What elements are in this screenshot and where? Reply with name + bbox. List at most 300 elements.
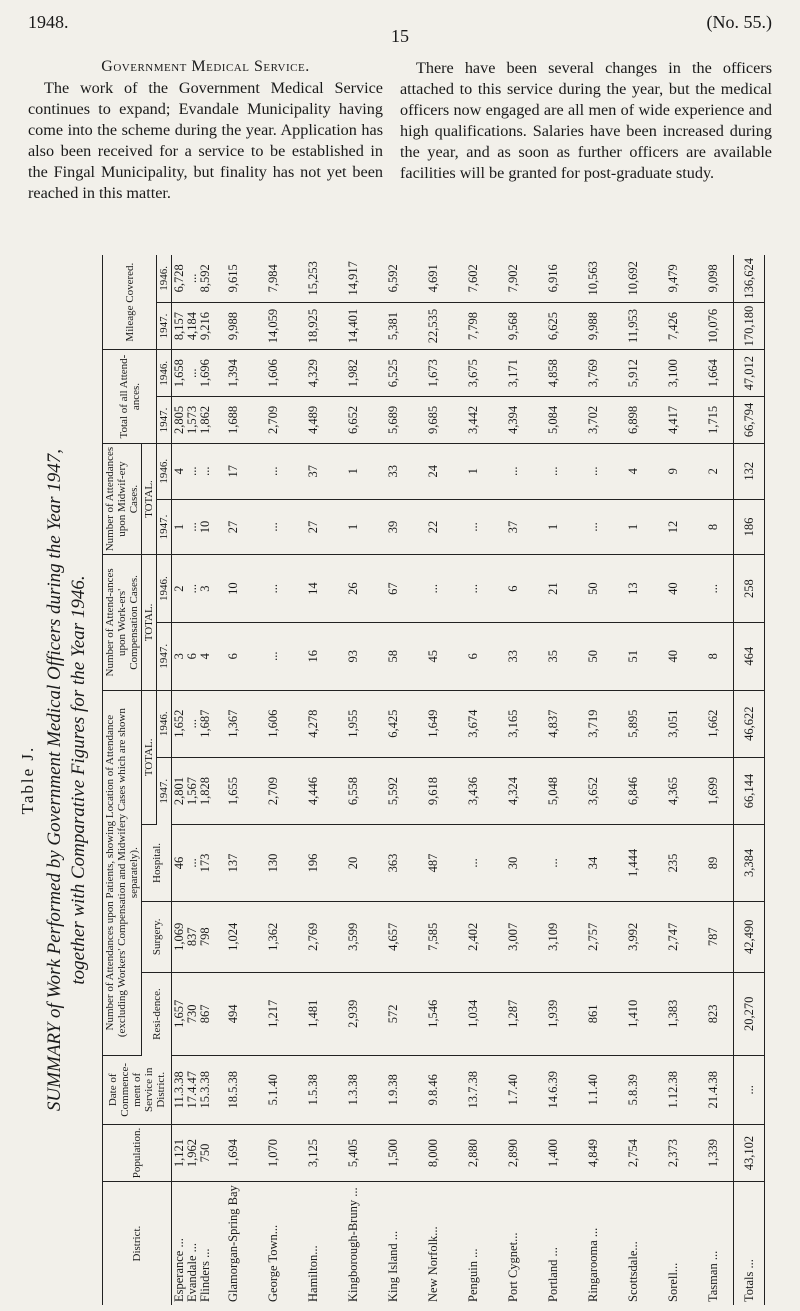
cell-population — [213, 1124, 253, 1181]
total-mi1946: 136,624 — [734, 255, 765, 302]
cell-surgery — [613, 901, 653, 972]
cell-value: 89 — [705, 856, 720, 870]
cell-value: 37 — [305, 464, 320, 478]
cell-residence — [293, 972, 333, 1055]
cell-tot1946 — [453, 690, 493, 757]
cell-value: ... — [545, 466, 560, 476]
cell-value: 21 — [545, 582, 560, 595]
cell-value: 4 — [198, 653, 212, 660]
cell-residence — [413, 972, 453, 1055]
cell-surgery — [333, 901, 373, 972]
cell-value: ... — [185, 273, 199, 284]
cell-value: 6,558 — [345, 776, 360, 806]
cell-value: 4,489 — [305, 405, 320, 434]
cell-value: 4,329 — [305, 359, 320, 388]
cell-mw1947 — [373, 499, 413, 555]
cell-all1947 — [653, 397, 693, 444]
cell-tot1946 — [373, 690, 413, 757]
cell-mw1947 — [573, 499, 613, 555]
cell-value: Kingborough-Bruny ... — [345, 1187, 360, 1302]
cell-value: 7,984 — [265, 264, 280, 293]
cell-hospital — [493, 825, 533, 902]
cell-all1946 — [293, 350, 333, 397]
cell-date — [172, 1055, 214, 1124]
cell-wc1946 — [653, 555, 693, 623]
col-total: TOTAL. — [142, 690, 157, 825]
cell-value: 27 — [305, 520, 320, 534]
cell-mi1947 — [253, 302, 293, 350]
cell-mi1946 — [453, 255, 493, 302]
cell-value: 9,685 — [425, 405, 440, 434]
cell-tot1947 — [693, 757, 734, 824]
cell-mi1946 — [653, 255, 693, 302]
summary-table — [102, 255, 765, 1305]
cell-value: 50 — [585, 582, 600, 595]
cell-value: 1,862 — [198, 405, 212, 434]
cell-wc1946 — [213, 555, 253, 623]
cell-value: 2,769 — [305, 922, 320, 951]
cell-value: 4,324 — [505, 776, 520, 806]
cell-value: 3,100 — [665, 359, 680, 388]
cell-tot1946 — [172, 690, 214, 757]
cell-population — [613, 1124, 653, 1181]
total-population: 43,102 — [734, 1124, 765, 1181]
cell-value: Penguin ... — [465, 1248, 480, 1302]
cell-value: 1,652 — [172, 709, 186, 738]
cell-value: 10 — [225, 582, 240, 595]
cell-date — [333, 1055, 373, 1124]
cell-wc1946 — [493, 555, 533, 623]
cell-hospital — [453, 825, 493, 902]
cell-wc1947 — [453, 622, 493, 690]
cell-all1947 — [493, 397, 533, 444]
cell-tot1946 — [413, 690, 453, 757]
cell-residence — [573, 972, 613, 1055]
cell-value: 17 — [225, 464, 240, 478]
cell-value: 4,394 — [505, 405, 520, 434]
table-row — [213, 255, 253, 1305]
cell-value: 1,034 — [465, 999, 480, 1028]
cell-mw1946 — [293, 443, 333, 499]
cell-mw1947 — [493, 499, 533, 555]
cell-value: 9,615 — [225, 264, 240, 293]
col-mw-total: TOTAL. — [142, 443, 157, 555]
cell-value: 1.9.38 — [385, 1074, 400, 1106]
cell-value: 6,846 — [625, 776, 640, 806]
cell-value: 13 — [625, 582, 640, 595]
cell-wc1947 — [533, 622, 573, 690]
cell-value: 173 — [198, 853, 212, 873]
cell-district — [172, 1182, 214, 1305]
cell-mw1946 — [613, 443, 653, 499]
cell-surgery — [413, 901, 453, 972]
cell-mw1946 — [693, 443, 734, 499]
cell-mw1946 — [493, 443, 533, 499]
cell-tot1946 — [293, 690, 333, 757]
cell-value: 3,436 — [465, 776, 480, 806]
cell-value: 5.8.39 — [625, 1074, 640, 1106]
table-body — [172, 255, 765, 1305]
cell-value: 3,051 — [665, 709, 680, 738]
cell-hospital — [613, 825, 653, 902]
cell-population — [533, 1124, 573, 1181]
cell-value: 3 — [198, 585, 212, 592]
cell-tot1947 — [613, 757, 653, 824]
cell-residence — [493, 972, 533, 1055]
cell-value: 2,709 — [265, 776, 280, 806]
cell-mw1946 — [413, 443, 453, 499]
cell-value: 9,618 — [425, 776, 440, 806]
cell-tot1947 — [493, 757, 533, 824]
cell-all1947 — [333, 397, 373, 444]
cell-value: 9.8.46 — [425, 1074, 440, 1106]
cell-value: 24 — [425, 464, 440, 478]
cell-district — [613, 1182, 653, 1305]
cell-mi1946 — [573, 255, 613, 302]
col-year-1947: 1947. — [157, 622, 172, 690]
cell-value: 33 — [385, 464, 400, 478]
cell-value: 5,048 — [545, 776, 560, 806]
cell-value: 2,402 — [465, 922, 480, 951]
cell-district — [573, 1182, 613, 1305]
cell-value: 6,652 — [345, 405, 360, 434]
cell-tot1947 — [453, 757, 493, 824]
cell-wc1947 — [693, 622, 734, 690]
cell-value: 1,546 — [425, 999, 440, 1028]
cell-mw1947 — [533, 499, 573, 555]
cell-value: 1,444 — [625, 848, 640, 878]
cell-value: ... — [705, 583, 720, 594]
cell-value: 30 — [505, 856, 520, 870]
table-row — [613, 255, 653, 1305]
table-title-line-1: SUMMARY of Work Performed by Government Medical Officers during the Year 1947, — [44, 448, 65, 1112]
cell-mi1947 — [573, 302, 613, 350]
cell-wc1947 — [573, 622, 613, 690]
cell-mi1946 — [693, 255, 734, 302]
cell-wc1946 — [533, 555, 573, 623]
cell-residence — [533, 972, 573, 1055]
cell-value: 1,070 — [265, 1138, 280, 1168]
cell-population — [253, 1124, 293, 1181]
cell-value: 1,699 — [705, 776, 720, 806]
total-all1947: 66,794 — [734, 397, 765, 444]
cell-value: 2,373 — [665, 1138, 680, 1168]
cell-wc1946 — [293, 555, 333, 623]
cell-value: 4,657 — [385, 922, 400, 951]
cell-mw1946 — [333, 443, 373, 499]
cell-value: 10,563 — [585, 261, 600, 296]
cell-value: 4 — [172, 468, 186, 475]
cell-mi1946 — [493, 255, 533, 302]
cell-value: 861 — [585, 1004, 600, 1024]
cell-value: 9,098 — [705, 264, 720, 293]
cell-value: 5,405 — [345, 1138, 360, 1168]
cell-value: 1,367 — [225, 709, 240, 738]
cell-surgery — [253, 901, 293, 972]
cell-all1947 — [293, 397, 333, 444]
col-population: Population. — [103, 1124, 172, 1181]
cell-tot1947 — [413, 757, 453, 824]
table-label: Table J. — [18, 745, 37, 815]
cell-value: 1,649 — [425, 709, 440, 738]
cell-wc1946 — [253, 555, 293, 623]
cell-district — [413, 1182, 453, 1305]
cell-value: 14,917 — [345, 261, 360, 296]
cell-hospital — [573, 825, 613, 902]
cell-value: ... — [185, 858, 199, 868]
cell-wc1946 — [333, 555, 373, 623]
left-paragraph: The work of the Government Medical Service continues to expand; Evandale Municipality having come into the scheme during the year. Application has also been received for a service to be established in the Fingal Municipality, but finality has not yet been reached in this matter. — [28, 79, 383, 202]
cell-value: 16 — [305, 649, 320, 663]
cell-all1946 — [413, 350, 453, 397]
cell-value: 1,024 — [225, 922, 240, 951]
cell-population — [172, 1124, 214, 1181]
cell-value: ... — [265, 583, 280, 594]
cell-value: 798 — [198, 927, 212, 947]
intro-text — [28, 58, 772, 228]
col-district: District. — [103, 1182, 172, 1305]
cell-value: 11,953 — [625, 309, 640, 343]
cell-surgery — [693, 901, 734, 972]
cell-value: 37 — [505, 520, 520, 534]
cell-value: 4,691 — [425, 264, 440, 293]
col-wc-total: TOTAL. — [142, 555, 157, 690]
cell-value: 3,769 — [585, 359, 600, 388]
cell-all1946 — [653, 350, 693, 397]
cell-all1946 — [253, 350, 293, 397]
col-all-group: Total of all Attend-ances. — [103, 350, 157, 444]
cell-value: 1,567 — [185, 776, 199, 806]
cell-value: 51 — [625, 649, 640, 663]
cell-value: 4 — [625, 468, 640, 475]
cell-value: ... — [265, 651, 280, 661]
cell-value: 2 — [705, 468, 720, 475]
cell-population — [453, 1124, 493, 1181]
cell-mw1946 — [213, 443, 253, 499]
cell-wc1947 — [493, 622, 533, 690]
cell-value: 1.7.40 — [505, 1074, 520, 1106]
cell-value: 3,125 — [305, 1138, 320, 1168]
cell-value: ... — [465, 858, 480, 868]
cell-value: ... — [465, 522, 480, 532]
cell-value: Tasman ... — [705, 1250, 720, 1302]
cell-value: 9,988 — [585, 311, 600, 341]
col-mileage-group: Mileage Covered. — [103, 255, 157, 350]
cell-value: 5,592 — [385, 776, 400, 806]
cell-district — [253, 1182, 293, 1305]
cell-tot1947 — [293, 757, 333, 824]
cell-value: 1,383 — [665, 999, 680, 1028]
cell-value: George Town... — [265, 1224, 280, 1302]
cell-hospital — [333, 825, 373, 902]
cell-value: 45 — [425, 649, 440, 663]
cell-tot1946 — [653, 690, 693, 757]
cell-mi1947 — [453, 302, 493, 350]
total-district: Totals ... — [734, 1182, 765, 1305]
cell-value: 5,895 — [625, 709, 640, 738]
cell-value: 130 — [265, 853, 280, 873]
col-year-1947: 1947. — [157, 499, 172, 555]
cell-value: 1,955 — [345, 709, 360, 738]
cell-population — [373, 1124, 413, 1181]
cell-value: Hamilton... — [305, 1245, 320, 1302]
cell-residence — [653, 972, 693, 1055]
cell-mw1947 — [293, 499, 333, 555]
cell-value: 9,479 — [665, 264, 680, 293]
cell-mw1947 — [613, 499, 653, 555]
cell-value: 7,585 — [425, 922, 440, 951]
cell-surgery — [453, 901, 493, 972]
cell-value: 137 — [225, 853, 240, 873]
col-year-1946: 1946. — [157, 255, 172, 302]
cell-tot1946 — [333, 690, 373, 757]
cell-residence — [453, 972, 493, 1055]
cell-value: 3,109 — [545, 922, 560, 951]
cell-value: 10 — [198, 520, 212, 534]
cell-value: 8,157 — [172, 311, 186, 341]
cell-wc1946 — [453, 555, 493, 623]
cell-value: 7,426 — [665, 311, 680, 341]
cell-value: ... — [505, 466, 520, 476]
cell-value: 1,069 — [172, 922, 186, 951]
col-year-1946: 1946. — [157, 350, 172, 397]
cell-tot1947 — [653, 757, 693, 824]
cell-value: 1.5.38 — [305, 1074, 320, 1106]
col-year-1946: 1946. — [157, 443, 172, 499]
cell-value: 2,709 — [265, 405, 280, 434]
cell-value: 13.7.38 — [465, 1071, 480, 1109]
col-residence: Resi-dence. — [142, 972, 172, 1055]
cell-mi1946 — [373, 255, 413, 302]
cell-wc1947 — [213, 622, 253, 690]
cell-all1946 — [172, 350, 214, 397]
cell-value: 18,925 — [305, 308, 320, 344]
cell-value: 5,689 — [385, 405, 400, 434]
cell-value: 10,692 — [625, 261, 640, 296]
cell-mi1947 — [172, 302, 214, 350]
cell-residence — [253, 972, 293, 1055]
cell-value: 2,801 — [172, 776, 186, 806]
cell-value: 93 — [345, 649, 360, 663]
cell-value: 1 — [172, 523, 186, 531]
cell-all1946 — [693, 350, 734, 397]
cell-value: 1,962 — [185, 1138, 199, 1168]
cell-tot1947 — [213, 757, 253, 824]
table-row — [172, 255, 214, 1305]
total-hospital: 3,384 — [734, 825, 765, 902]
cell-value: 1,664 — [705, 359, 720, 388]
cell-value: 3,007 — [505, 922, 520, 951]
table-row — [253, 255, 293, 1305]
page-number: 15 — [391, 26, 409, 46]
rotated-table-block — [18, 255, 778, 1305]
cell-value: 235 — [665, 853, 680, 873]
col-year-1947: 1947. — [157, 757, 172, 824]
cell-all1947 — [453, 397, 493, 444]
cell-all1946 — [453, 350, 493, 397]
cell-value: Glamorgan-Spring Bay — [225, 1185, 240, 1302]
cell-value: ... — [185, 466, 199, 476]
cell-value: 40 — [665, 649, 680, 663]
table-title-line-2: together with Comparative Figures for the Year 1946. — [68, 575, 89, 985]
cell-value: 40 — [665, 582, 680, 595]
cell-value: ... — [585, 466, 600, 476]
cell-value: 6,525 — [385, 359, 400, 388]
cell-value: 1 — [345, 468, 360, 475]
cell-value: 1,217 — [265, 999, 280, 1028]
cell-value: Evandale ... — [185, 1242, 199, 1302]
cell-mi1947 — [693, 302, 734, 350]
cell-mw1947 — [453, 499, 493, 555]
cell-value: 34 — [585, 856, 600, 870]
cell-mw1946 — [253, 443, 293, 499]
right-paragraph: There have been several changes in the officers attached to this service during the year, but the medical officers now engaged are all men of wide experience and high qualifications. Salaries have been increased during the year, and as soon as further officers are available facilities will be granted for post-graduate study. — [400, 59, 772, 182]
col-attendances-group: Number of Attendances upon Patients, showing Location of Attendance (excluding Workers' Compensation and Midwifery Cases which are shown separately). — [103, 690, 142, 1055]
cell-hospital — [373, 825, 413, 902]
total-surgery: 42,490 — [734, 901, 765, 972]
cell-value: 2,890 — [505, 1138, 520, 1168]
cell-date — [453, 1055, 493, 1124]
cell-value: 787 — [705, 927, 720, 947]
cell-all1946 — [373, 350, 413, 397]
total-wc1947: 464 — [734, 622, 765, 690]
total-all1946: 47,012 — [734, 350, 765, 397]
cell-value: 1.3.38 — [345, 1074, 360, 1106]
cell-value: 18.5.38 — [225, 1071, 240, 1109]
left-column — [28, 58, 383, 204]
table-row — [493, 255, 533, 1305]
cell-tot1946 — [493, 690, 533, 757]
cell-value: 3,171 — [505, 359, 520, 388]
cell-value: 1,939 — [545, 999, 560, 1028]
cell-mw1946 — [172, 443, 214, 499]
col-surgery: Surgery. — [142, 901, 172, 972]
document-number: (No. 55.) — [706, 12, 772, 32]
cell-value: 10,076 — [705, 308, 720, 344]
cell-value: 363 — [385, 853, 400, 873]
cell-value: 1.1.40 — [585, 1074, 600, 1106]
cell-wc1947 — [172, 622, 214, 690]
cell-value: 1,655 — [225, 776, 240, 806]
cell-value: ... — [265, 522, 280, 532]
cell-value: 22,535 — [425, 308, 440, 344]
total-wc1946: 258 — [734, 555, 765, 623]
cell-tot1946 — [533, 690, 573, 757]
cell-hospital — [172, 825, 214, 902]
cell-value: 1,400 — [545, 1138, 560, 1168]
cell-value: Sorell... — [665, 1262, 680, 1302]
cell-mi1947 — [493, 302, 533, 350]
cell-date — [213, 1055, 253, 1124]
cell-tot1946 — [213, 690, 253, 757]
cell-date — [533, 1055, 573, 1124]
cell-mw1946 — [653, 443, 693, 499]
cell-mw1946 — [533, 443, 573, 499]
cell-value: 4,417 — [665, 405, 680, 434]
cell-value: 5.1.40 — [265, 1074, 280, 1106]
cell-value: 1,982 — [345, 359, 360, 388]
cell-value: Flinders ... — [198, 1248, 212, 1302]
cell-tot1946 — [573, 690, 613, 757]
cell-value: 6 — [505, 585, 520, 592]
cell-surgery — [373, 901, 413, 972]
cell-value: 3 — [172, 653, 186, 660]
cell-value: Scottsdale... — [625, 1241, 640, 1302]
cell-value: 5,084 — [545, 405, 560, 434]
cell-mi1947 — [333, 302, 373, 350]
cell-value: 3,675 — [465, 359, 480, 388]
col-year-1946: 1946. — [157, 690, 172, 757]
